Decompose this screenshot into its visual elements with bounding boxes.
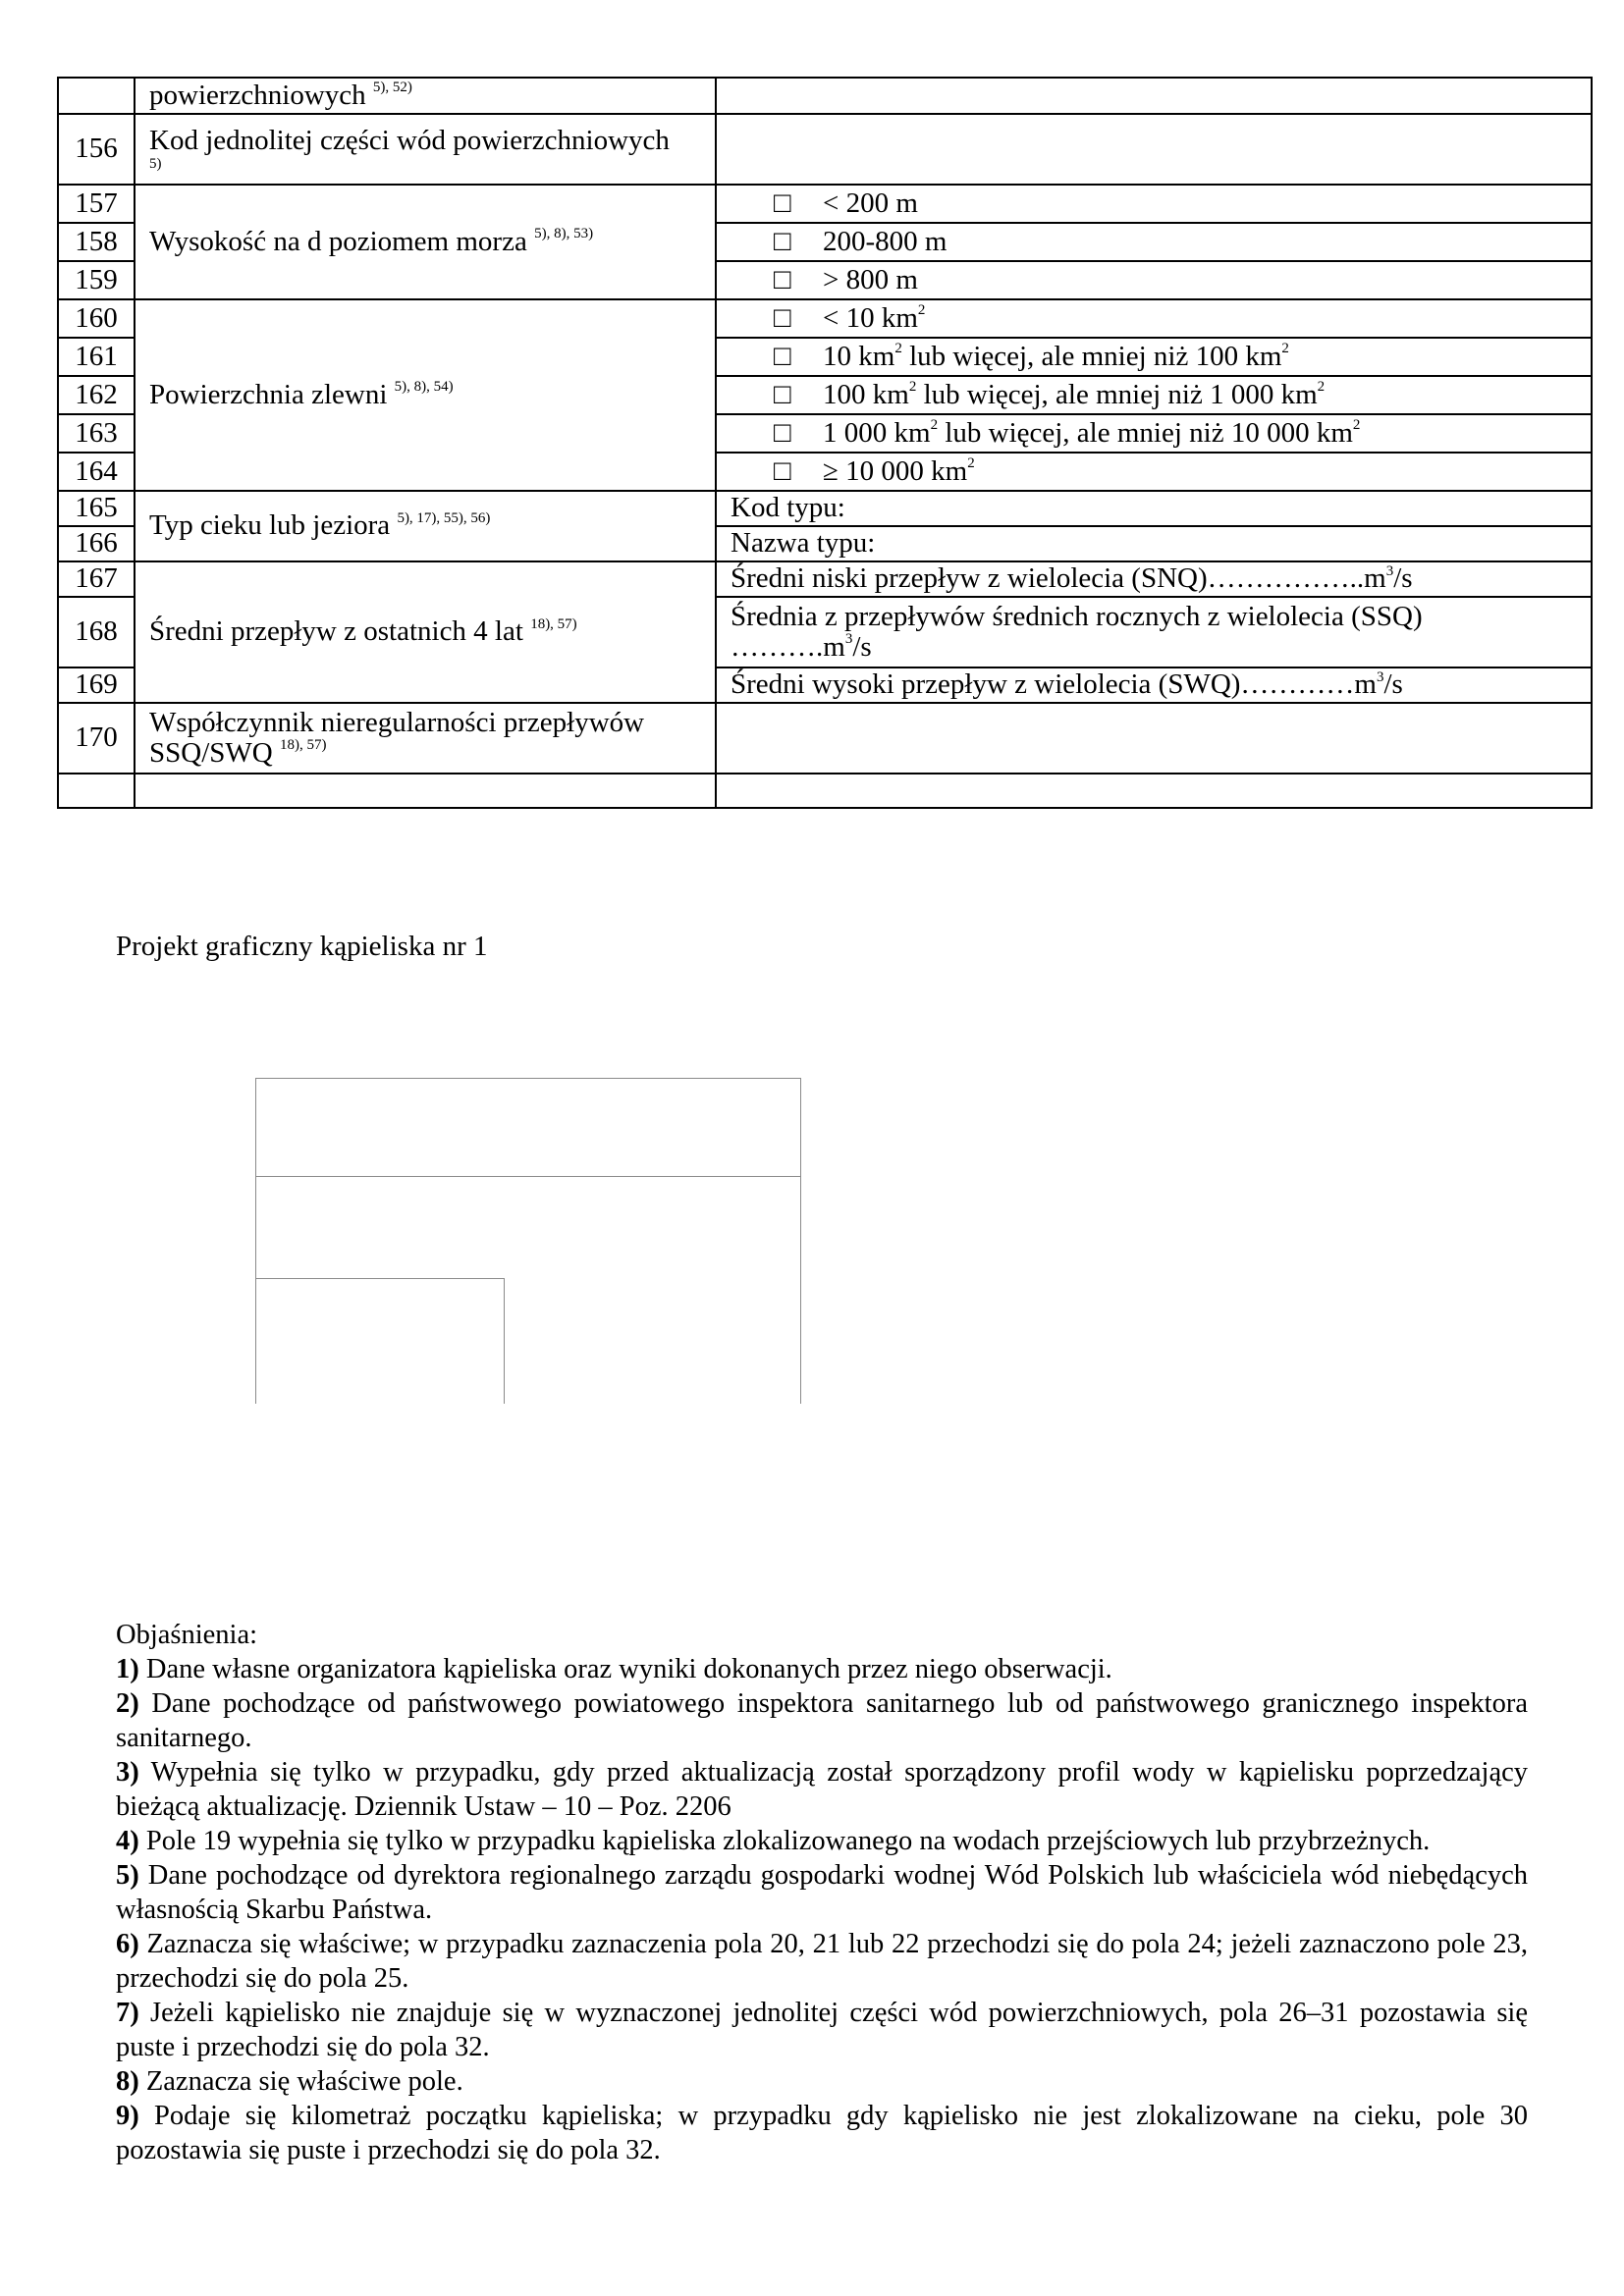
table-row <box>58 774 1592 808</box>
field-value: Średni wysoki przepływ z wielolecia $(SWQ)\dots\dots\dots\dots m^3/s$ <box>716 667 1592 703</box>
field-number: 161 <box>58 338 135 376</box>
footnote-ref: 18), 57) <box>530 615 577 632</box>
checkbox-icon[interactable]: □ <box>774 263 791 295</box>
field-value: Średni niski przepływ z wielolecia $(SNQ)\dots\dots\dots\dots\dots..m^3/s$ <box>716 561 1592 597</box>
field-number: 167 <box>58 561 135 597</box>
footnote-ref: 5) <box>149 156 162 173</box>
drawing-line <box>255 1078 801 1079</box>
field-number <box>58 774 135 808</box>
footnote-ref: 5), 17), 55), 56) <box>397 509 491 526</box>
table-row <box>58 78 1592 114</box>
field-label: Powierzchnia zlewni $^{5), 8), 54)}$ <box>135 299 716 491</box>
field-label: Typ cieku lub jeziora $^{5), 17), 55), 56)}$ <box>135 491 716 561</box>
drawing-line <box>800 1078 801 1404</box>
table-row <box>58 703 1592 774</box>
explanation-item: 8) Zaznacza się właściwe pole. <box>116 2066 463 2097</box>
explanation-item: 6) Zaznacza się właściwe; w przypadku zaznaczenia pola 20, 21 lub 22 przechodzi się do pola 24; jeżeli zaznaczono pole 23, przechodzi się do pola 25. <box>116 1929 1528 1994</box>
field-label: Średni przepływ z ostatnich 4 lat $^{18), 57)}$ <box>135 561 716 703</box>
field-label: powierzchniowych $^{5), 52)}$ <box>135 78 716 114</box>
table-row <box>58 185 1592 223</box>
field-number: 162 <box>58 376 135 414</box>
table-row <box>58 299 1592 338</box>
footnote-ref: 5), 8), 54) <box>394 379 454 396</box>
explanations <box>116 1618 1528 2167</box>
drawing-line <box>504 1278 505 1404</box>
section-heading: Projekt graficzny kąpieliska nr 1 <box>116 931 488 962</box>
checkbox-option[interactable]: □ < 200 m <box>716 185 1592 223</box>
explanation-item: 4) Pole 19 wypełnia się tylko w przypadku kąpieliska zlokalizowanego na wodach przejściowych lub przybrzeżnych. <box>116 1826 1431 1856</box>
checkbox-option[interactable]: □ 100 $km^2$ lub więcej, ale mniej niż 1 000 $km^2$ <box>716 376 1592 414</box>
checkbox-icon[interactable]: □ <box>774 454 791 487</box>
drawing-line <box>255 1078 256 1404</box>
drawing-line <box>255 1176 801 1177</box>
checkbox-icon[interactable]: □ <box>774 378 791 410</box>
field-number: 170 <box>58 703 135 774</box>
checkbox-icon[interactable]: □ <box>774 416 791 449</box>
field-number: 160 <box>58 299 135 338</box>
field-value <box>716 78 1592 114</box>
field-number: 159 <box>58 261 135 299</box>
checkbox-option[interactable]: □ 200-800 m <box>716 223 1592 261</box>
field-value <box>716 703 1592 774</box>
field-label: Wysokość na d poziomem morza $^{5), 8), 53)}$ <box>135 185 716 299</box>
field-number: 169 <box>58 667 135 703</box>
explanation-item: 3) Wypełnia się tylko w przypadku, gdy przed aktualizacją został sporządzony profil wody w kąpielisku poprzedzający bieżącą aktualizację. Dziennik Ustaw – 10 – Poz. 2206 <box>116 1757 1528 1822</box>
checkbox-option[interactable]: □ ≥ 10 000 $km^2$ <box>716 453 1592 491</box>
checkbox-option[interactable]: □ 1 000 $km^2$ lub więcej, ale mniej niż 10 000 $km^2$ <box>716 414 1592 453</box>
checkbox-icon[interactable]: □ <box>774 225 791 257</box>
field-number: 168 <box>58 597 135 667</box>
field-number: 156 <box>58 114 135 185</box>
field-label: Współczynnik nieregularności przepływów SSQ/SWQ $^{18), 57)}$ <box>135 703 716 774</box>
table-row <box>58 114 1592 185</box>
table-row <box>58 561 1592 597</box>
explanation-item: 9) Podaje się kilometraż początku kąpieliska; w przypadku gdy kąpielisko nie jest zlokalizowane na cieku, pole 30 pozostawia się puste i przechodzi się do pola 32. <box>116 2101 1528 2165</box>
drawing-line <box>255 1278 505 1279</box>
field-number: 166 <box>58 526 135 561</box>
explanation-item: 7) Jeżeli kąpielisko nie znajduje się w wyznaczonej jednolitej części wód powierzchniowych, pola 26–31 pozostawia się puste i przechodzi się do pola 32. <box>116 1998 1528 2062</box>
bathing-area-drawing <box>255 1078 801 1404</box>
form-table <box>57 77 1593 809</box>
checkbox-icon[interactable]: □ <box>774 340 791 372</box>
field-value: Kod typu: <box>716 491 1592 526</box>
explanation-item: 5) Dane pochodzące od dyrektora regionalnego zarządu gospodarki wodnej Wód Polskich lub właściciela wód niebędących własnością Skarbu Państwa. <box>116 1860 1528 1925</box>
field-number: 163 <box>58 414 135 453</box>
checkbox-option[interactable]: □ < 10 $km^2$ <box>716 299 1592 338</box>
checkbox-option[interactable]: □ > 800 m <box>716 261 1592 299</box>
field-number: 165 <box>58 491 135 526</box>
explanations-title: Objaśnienia: <box>116 1620 258 1650</box>
field-value <box>716 774 1592 808</box>
field-value: Średnia z przepływów średnich rocznych z wielolecia (SSQ) $\dots\dots\dots.m^3/s$ <box>716 597 1592 667</box>
footnote-ref: 18), 57) <box>279 737 327 754</box>
field-number: 164 <box>58 453 135 491</box>
field-number: 158 <box>58 223 135 261</box>
checkbox-option[interactable]: □ 10 $km^2$ lub więcej, ale mniej niż 100 $km^2$ <box>716 338 1592 376</box>
field-value <box>716 114 1592 185</box>
footnote-ref: 5), 8), 53) <box>534 226 594 242</box>
footnote-ref: 5), 52) <box>372 80 412 96</box>
field-number: 157 <box>58 185 135 223</box>
field-label <box>135 774 716 808</box>
table-row <box>58 491 1592 526</box>
explanation-item: 1) Dane własne organizatora kąpieliska oraz wyniki dokonanych przez niego obserwacji. <box>116 1654 1112 1684</box>
field-label: Kod jednolitej części wód powierzchniowych 5) <box>135 114 716 185</box>
field-value: Nazwa typu: <box>716 526 1592 561</box>
field-number <box>58 78 135 114</box>
checkbox-icon[interactable]: □ <box>774 187 791 219</box>
checkbox-icon[interactable]: □ <box>774 301 791 334</box>
explanation-item: 2) Dane pochodzące od państwowego powiatowego inspektora sanitarnego lub od państwowego granicznego inspektora sanitarnego. <box>116 1688 1528 1753</box>
